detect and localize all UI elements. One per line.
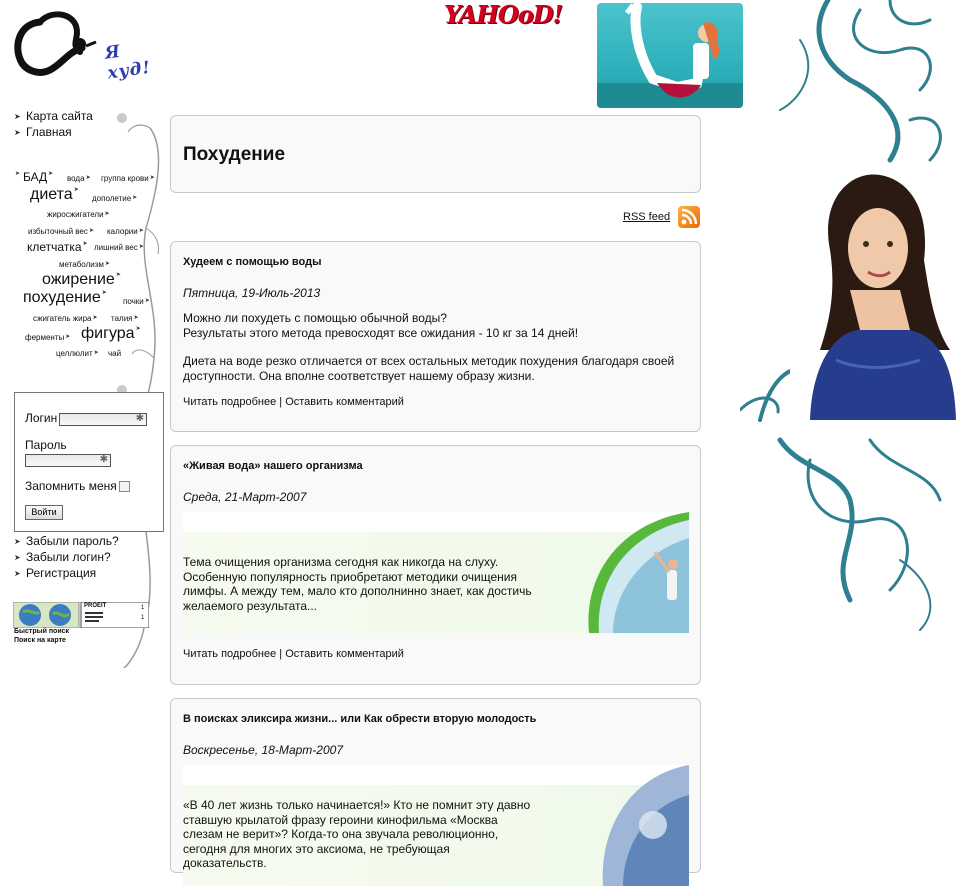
article-links: Читать подробнее | Оставить комментарий	[183, 396, 404, 408]
logo-text: Я худ!	[103, 41, 153, 84]
nav-home[interactable]: ➤ Главная	[14, 125, 72, 139]
login-label: Логин	[25, 411, 58, 425]
vine-decoration-icon	[110, 108, 170, 668]
tag-extra-weight[interactable]: лишний вес➤	[94, 243, 144, 252]
login-input[interactable]	[59, 413, 147, 426]
map-search-link[interactable]: Поиск на карте	[14, 637, 66, 644]
read-more-link[interactable]: Читать подробнее	[183, 396, 277, 408]
article-card	[170, 241, 701, 432]
login-button[interactable]: Войти	[25, 505, 63, 520]
article-card	[170, 445, 701, 685]
tag-calories[interactable]: калории➤	[107, 227, 144, 236]
arrow-right-icon: ➤	[14, 111, 21, 121]
rss-feed[interactable]	[623, 206, 700, 228]
nav-sitemap[interactable]: ➤ Карта сайта	[14, 109, 93, 123]
tag-tea[interactable]: чай	[108, 349, 122, 358]
arrow-right-icon: ➤	[14, 536, 21, 546]
article-image	[183, 765, 689, 886]
remember-label: Запомнить меня	[25, 479, 117, 493]
article-links: Читать подробнее | Оставить комментарий	[183, 648, 404, 660]
tag-cellulite[interactable]: целлюлит➤	[56, 349, 99, 358]
article-title[interactable]: Худеем с помощью воды	[183, 256, 322, 268]
counter-badge: PROEIT	[84, 603, 107, 609]
tag-excess-weight[interactable]: избыточный вес➤	[28, 227, 94, 236]
article-text: Тема очищения организма сегодня как никогда на слуху. Особенную популярность приобретают методики очищения лимфы. А между тем, мало кто дополнинно знает, как достичь желаемого результата...	[183, 555, 532, 613]
article-date: Пятница, 19-Июль-2013	[183, 286, 321, 300]
counter-2: 1	[141, 615, 145, 621]
article-text: Диета на воде резко отличается от всех остальных методик похудения благодаря своей доступности. Она вполне соответствует нашему образу жизни.	[183, 354, 675, 383]
article-date: Воскресенье, 18-Март-2007	[183, 743, 343, 757]
password-label: Пароль	[25, 438, 67, 452]
article-title[interactable]: В поисках эликсира жизни... или Как обрести вторую молодость	[183, 713, 537, 725]
register-link[interactable]: ➤ Регистрация	[14, 566, 97, 580]
forgot-login-link[interactable]: ➤ Забыли логин?	[14, 550, 111, 564]
tag-waist[interactable]: талия➤	[111, 314, 139, 323]
forgot-password-link[interactable]: ➤ Забыли пароль?	[14, 534, 119, 548]
tag-kidneys[interactable]: почки➤	[123, 297, 150, 306]
tag-water[interactable]: вода➤	[67, 174, 91, 183]
title-panel	[170, 115, 701, 193]
article-text: Можно ли похудеть с помощью обычной воды? Результаты этого метода превосходят все ожидания - 10 кг за 14 дней!	[183, 311, 579, 340]
tag-figure[interactable]: фигура➤	[81, 325, 141, 342]
key-icon: ✱	[135, 413, 144, 424]
counter-1: 1	[141, 605, 145, 611]
tag-obesity[interactable]: ожирение➤	[42, 271, 121, 288]
comment-link[interactable]: Оставить комментарий	[285, 396, 404, 408]
tag-weight-loss[interactable]: похудение➤	[23, 289, 107, 306]
password-input[interactable]	[25, 454, 111, 467]
rss-icon[interactable]	[678, 206, 700, 228]
arrow-right-icon: ➤	[14, 568, 21, 578]
article-title[interactable]: «Живая вода» нашего организма	[183, 460, 363, 472]
site-logo[interactable]	[10, 4, 160, 84]
tag-blood-type[interactable]: группа крови➤	[101, 174, 155, 183]
tag-fat-burner[interactable]: сжигатель жира➤	[33, 314, 98, 323]
map-widget[interactable]	[13, 602, 149, 628]
tag-diet[interactable]: диета➤	[30, 186, 79, 203]
arrow-right-icon: ➤	[14, 552, 21, 562]
article-image	[183, 512, 689, 633]
rss-feed-link[interactable]: RSS feed	[623, 211, 671, 223]
login-form	[14, 392, 164, 532]
tag-overweight-1[interactable]: дополетие➤	[92, 194, 138, 203]
tag-enzymes[interactable]: ферменты➤	[25, 333, 71, 342]
quick-search-link[interactable]: Быстрый поиск	[14, 628, 70, 635]
article-text: «В 40 лет жизнь только начинается!» Кто не помнит эту давно ставшую крылатой фразу героини кинофильма «Москва слезам не верит»? Когда-то она звучала революционно, сегодня для многих это аксиома, не требующая доказательств.	[183, 798, 531, 870]
read-more-link[interactable]: Читать подробнее	[183, 648, 277, 660]
floral-decoration-icon	[740, 0, 960, 867]
tag-metabolism[interactable]: метаболизм➤	[59, 260, 110, 269]
yoga-woman-icon	[597, 3, 743, 108]
yahoo-logo[interactable]: YAHOoD!	[444, 0, 563, 29]
article-card	[170, 698, 701, 873]
key-icon: ✱	[99, 454, 108, 465]
tag-bad[interactable]: ➤ БАД➤	[15, 170, 54, 184]
header-banner	[597, 3, 743, 108]
tag-fat-burners[interactable]: жиросжигатели➤	[47, 210, 110, 219]
article-date: Среда, 21-Март-2007	[183, 490, 307, 504]
tag-fiber[interactable]: клетчатка➤	[27, 240, 88, 254]
comment-link[interactable]: Оставить комментарий	[285, 648, 404, 660]
remember-checkbox[interactable]	[119, 481, 130, 492]
page-title: Похудение	[183, 144, 286, 165]
globe-icon	[13, 602, 149, 628]
arrow-right-icon: ➤	[14, 127, 21, 137]
